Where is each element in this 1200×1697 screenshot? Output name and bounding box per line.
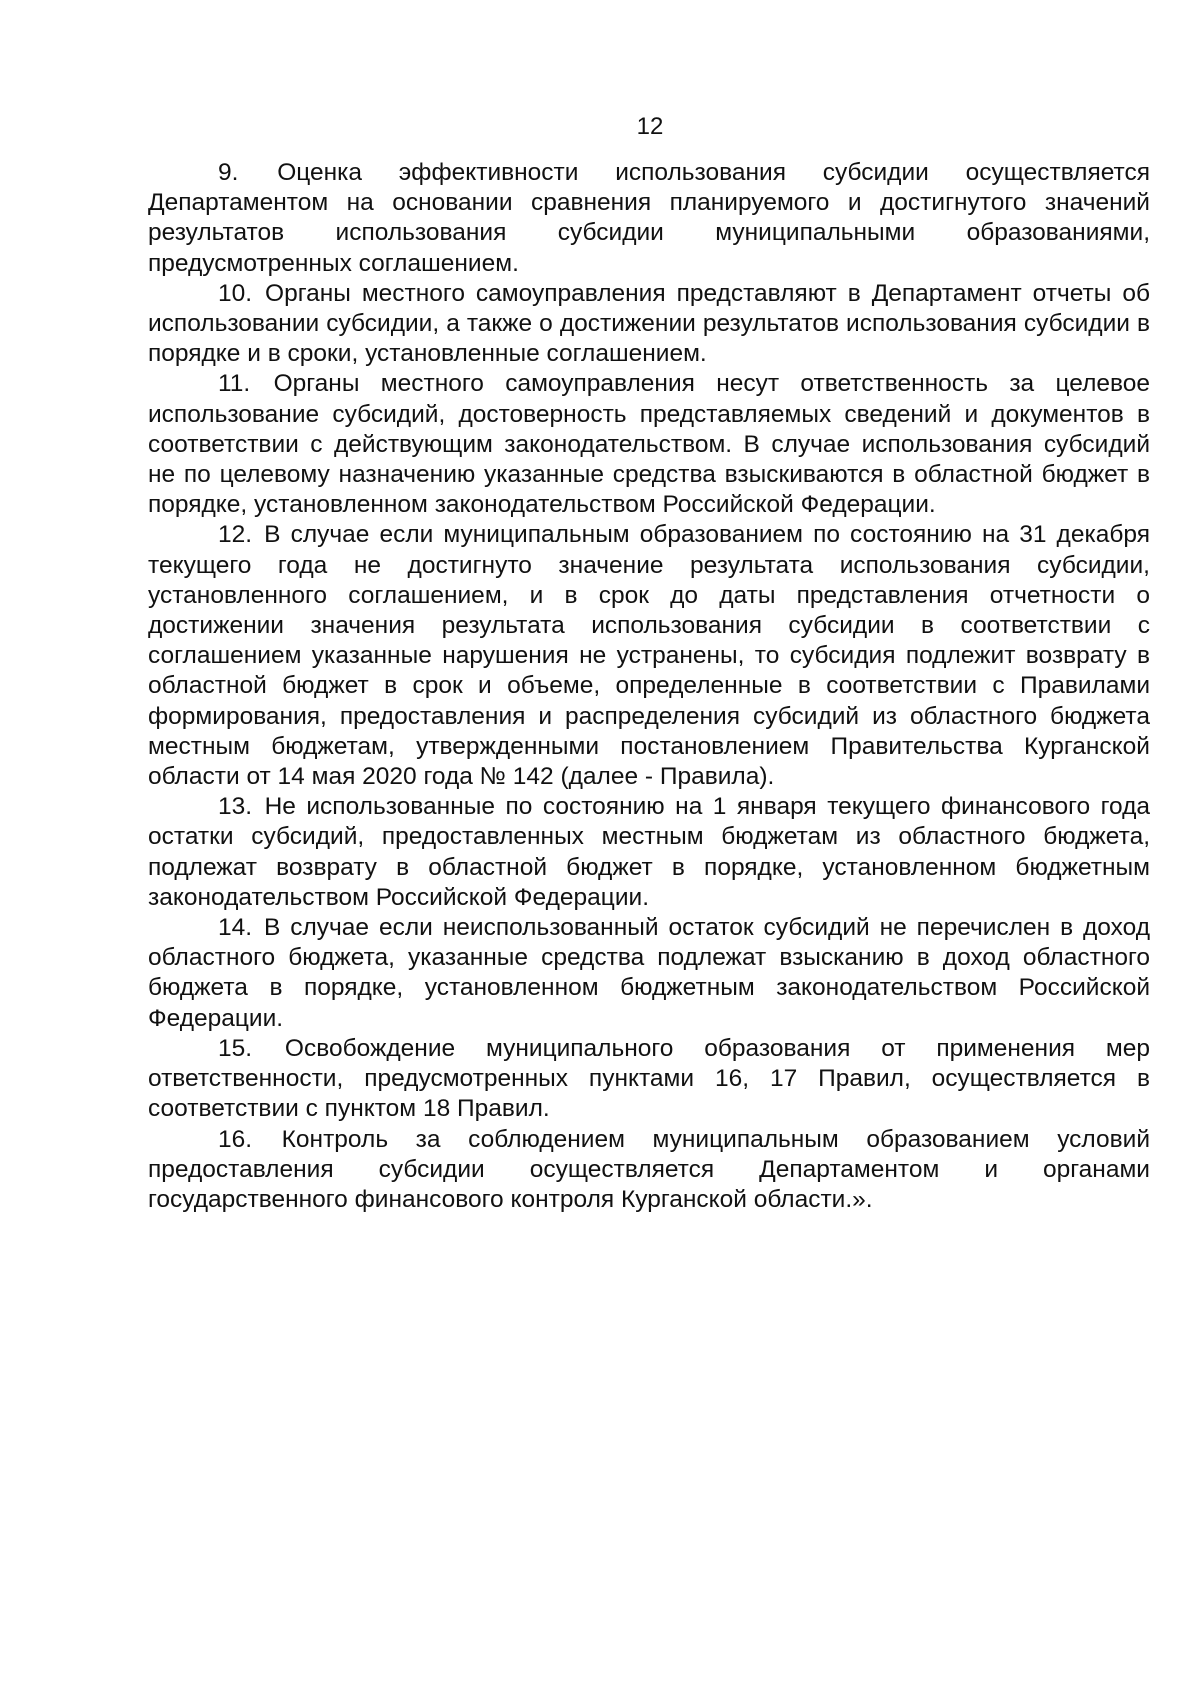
page-number: 12	[636, 113, 664, 140]
paragraph-text: Контроль за соблюдением муниципальным образованием условий предоставления субсидии осуществляется Департаментом и органами государственного финансового контроля Курганской области.».	[148, 1125, 1151, 1213]
paragraph-text: Освобождение муниципального образования от применения мер ответственности, предусмотренных пунктами 16, 17 Правил, осуществляется в соответствии с пунктом 18 Правил.	[148, 1034, 1150, 1123]
paragraph-text: В случае если неиспользованный остаток субсидий не перечислен в доход областного бюджета, указанные средства подлежат взысканию в доход областного бюджета в порядке, установленном бюджетным законодательством Российской Федерации.	[148, 914, 1151, 1032]
paragraph-11	[148, 369, 1150, 520]
paragraph-text: В случае если муниципальным образованием по состоянию на 31 декабря текущего года не достигнуто значение результата использования субсидии, установленного соглашением, и в срок до даты представления отчетности о достижении значения результата использования субсидии в соответствии с соглашением указанные нарушения не устранены, то субсидия подлежит возврату в областной бюджет в срок и объеме, определенные в соответствии с Правилами формирования, предоставления и распределения субсидий из областного бюджета местным бюджетам, утвержденными постановлением Правительства Курганской области от 14 мая 2020 года № 142 (далее - Правила).	[148, 521, 1150, 791]
paragraph-9	[148, 158, 1150, 279]
paragraph-16	[148, 1125, 1150, 1216]
paragraph-14	[148, 913, 1150, 1034]
paragraph-number: 11.	[218, 370, 251, 398]
paragraph-10	[148, 279, 1150, 370]
paragraph-text: Оценка эффективности использования субсидии осуществляется Департаментом на основании сравнения планируемого и достигнутого значений результатов использования субсидии муниципальными образованиями, предусмотренных соглашением.	[148, 159, 1150, 277]
paragraph-text: Не использованные по состоянию на 1 января текущего финансового года остатки субсидий, предоставленных местным бюджетам из областного бюджета, подлежат возврату в областной бюджет в порядке, установленном бюджетным законодательством Российской Федерации.	[148, 793, 1150, 911]
paragraph-number: 12.	[218, 521, 253, 549]
paragraph-number: 9.	[218, 159, 239, 186]
paragraph-number: 13.	[218, 793, 253, 821]
paragraph-text: Органы местного самоуправления представляют в Департамент отчеты об использовании субсидии, а также о достижении результатов использования субсидии в порядке и в сроки, установленные соглашением.	[148, 279, 1150, 368]
paragraph-number: 16.	[218, 1125, 253, 1153]
paragraph-number: 14.	[218, 914, 253, 942]
paragraph-12	[148, 520, 1150, 792]
paragraph-13	[148, 792, 1150, 913]
paragraph-text: Органы местного самоуправления несут ответственность за целевое использование субсидий, достоверность представляемых сведений и документов в соответствии с действующим законодательством. В случае использования субсидий не по целевому назначению указанные средства взыскиваются в областной бюджет в порядке, установленном законодательством Российской Федерации.	[148, 370, 1150, 519]
paragraph-15	[148, 1034, 1150, 1125]
paragraph-number: 10.	[218, 279, 253, 307]
document-body	[148, 158, 1150, 1215]
paragraph-number: 15.	[218, 1034, 253, 1062]
